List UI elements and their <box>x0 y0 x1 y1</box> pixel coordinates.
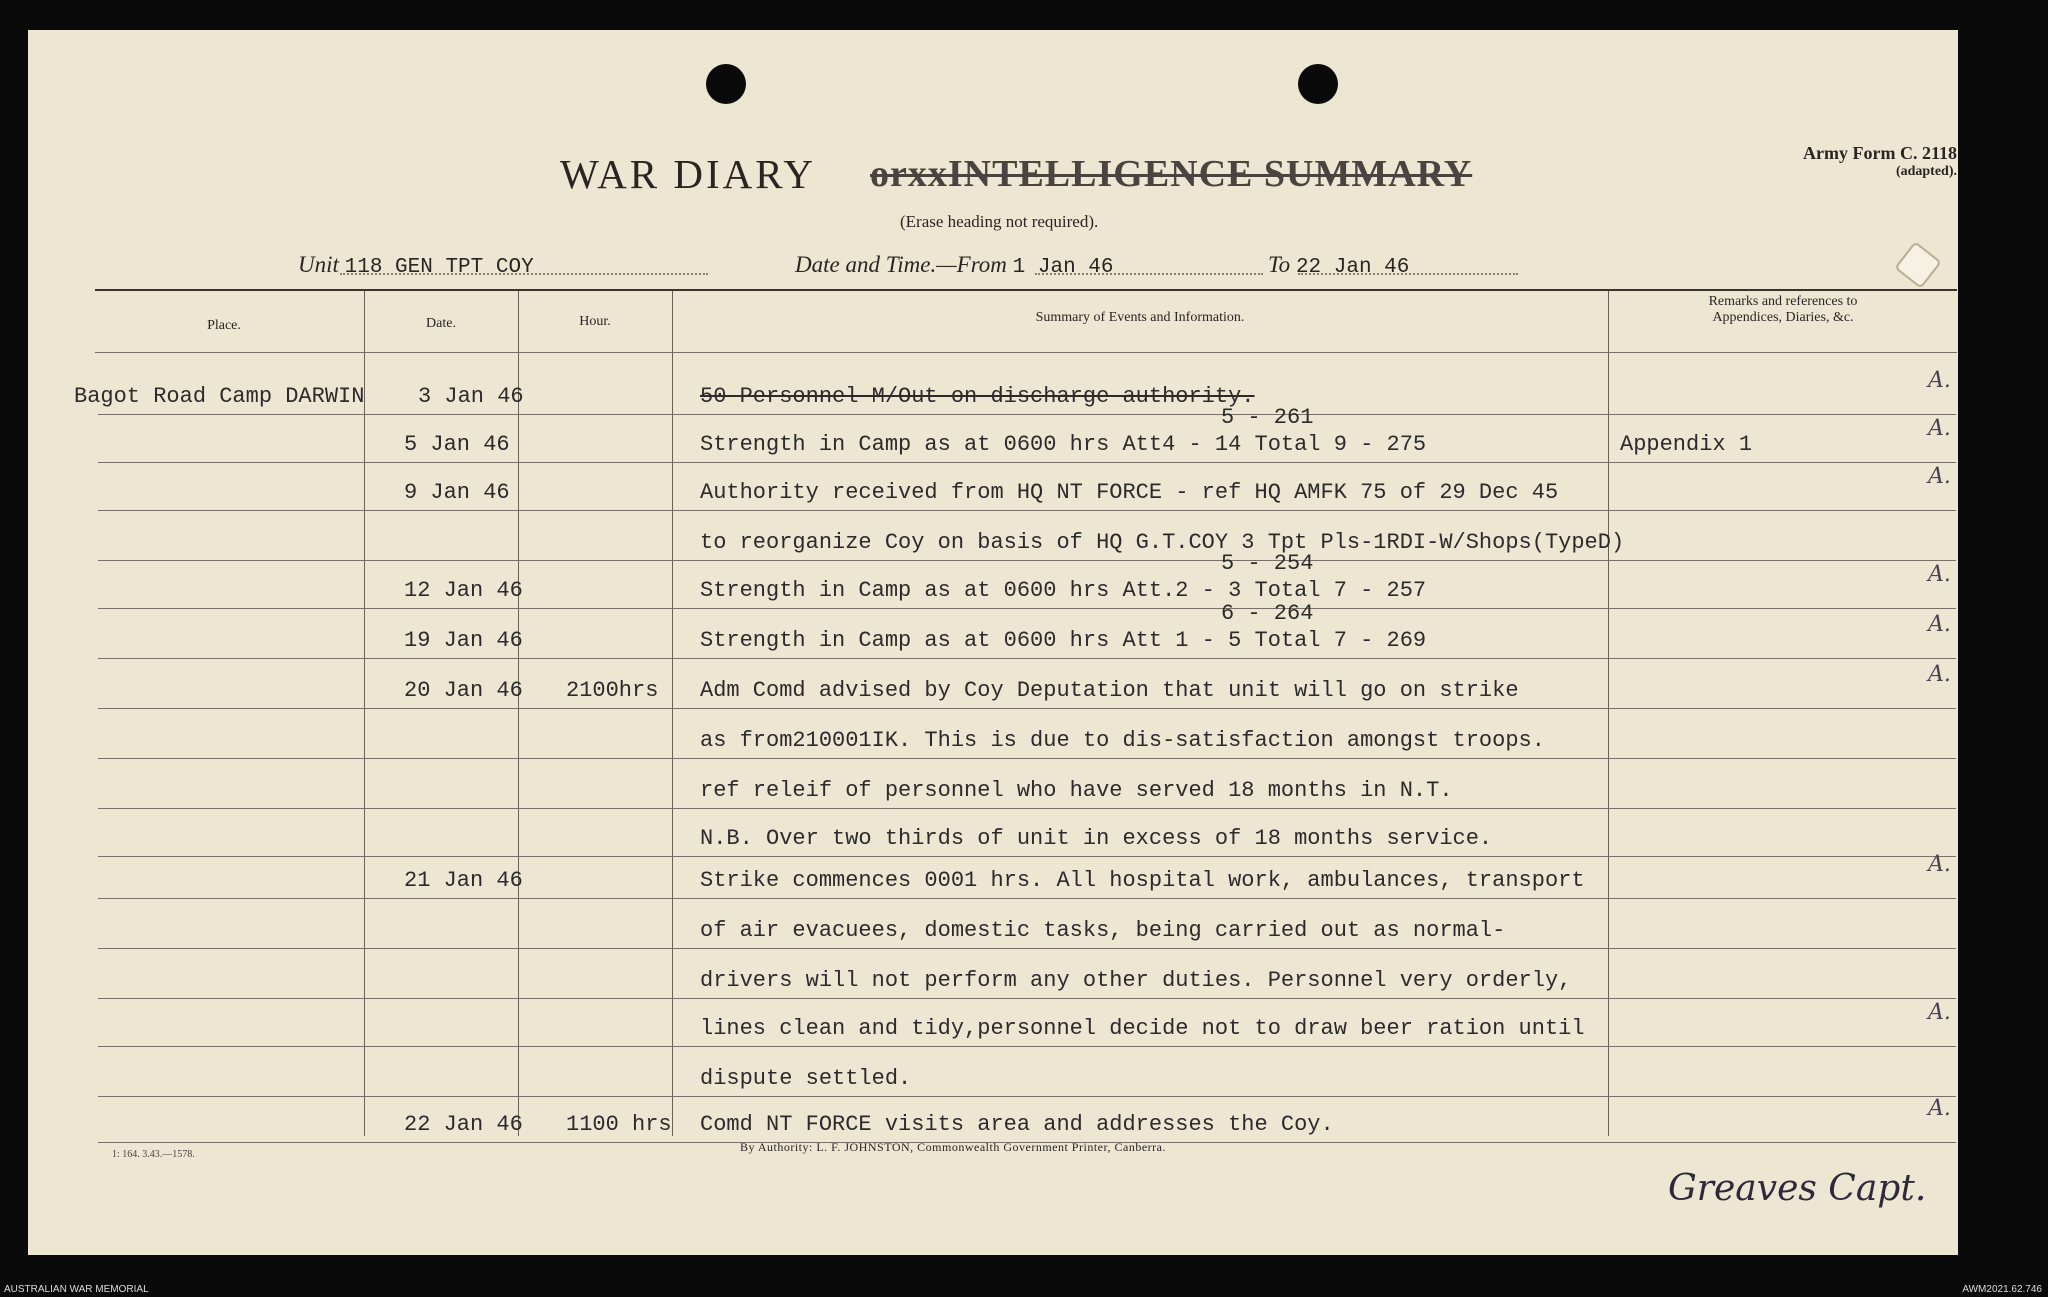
entry-rule <box>98 560 1956 561</box>
from-value: 1 Jan 46 <box>1012 256 1114 279</box>
remarks-header-line1: Remarks and references to <box>1708 294 1858 309</box>
form-title: WAR DIARY <box>560 151 816 197</box>
entry-text: of air evacuees, domestic tasks, being carried out as normal- <box>700 918 1506 943</box>
to-value: 22 Jan 46 <box>1295 256 1410 279</box>
unit-label: Unit <box>298 252 339 277</box>
col-divider-summary <box>1608 291 1609 1136</box>
col-header-remarks <box>1608 294 1958 326</box>
col-header-place: Place. <box>207 318 241 333</box>
struck-heading: orxxINTELLIGENCE SUMMARY <box>870 153 1473 195</box>
entry-text: Comd NT FORCE visits area and addresses the Coy. <box>700 1112 1334 1137</box>
entry-initial: A. <box>1928 1096 1951 1121</box>
entry-date: 12 Jan 46 <box>404 578 523 603</box>
entry-rule <box>98 808 1956 809</box>
entry-rule <box>98 898 1956 899</box>
entry-rule <box>98 948 1956 949</box>
entry-rule <box>98 856 1956 857</box>
entry-hour: 1100 hrs <box>566 1112 672 1137</box>
entry-initial: A. <box>1928 368 1951 393</box>
army-form-number <box>1747 143 1957 180</box>
entry-initial: A. <box>1928 464 1951 489</box>
entry-text: N.B. Over two thirds of unit in excess of 18 months service. <box>700 826 1493 851</box>
entry-text: Strike commences 0001 hrs. All hospital work, ambulances, transport <box>700 868 1585 893</box>
entry-text: lines clean and tidy,personnel decide not to draw beer ration until <box>700 1016 1585 1041</box>
entry-date: 3 Jan 46 <box>418 384 524 409</box>
entry-text: Adm Comd advised by Coy Deputation that unit will go on strike <box>700 678 1519 703</box>
print-code: 1: 164. 3.43.—1578. <box>112 1149 195 1160</box>
entry-date: 21 Jan 46 <box>404 868 523 893</box>
entry-rule <box>98 758 1956 759</box>
entry-text: drivers will not perform any other duties. Personnel very orderly, <box>700 968 1572 993</box>
entry-rule <box>98 708 1956 709</box>
col-header-date: Date. <box>426 316 456 331</box>
entry-rule <box>98 462 1956 463</box>
col-divider-place <box>364 291 365 1136</box>
printer-authority: By Authority: L. F. JOHNSTON, Commonwealth Government Printer, Canberra. <box>740 1140 1166 1154</box>
entry-text: ref releif of personnel who have served 18 months in N.T. <box>700 778 1453 803</box>
entry-text: Authority received from HQ NT FORCE - ref HQ AMFK 75 of 29 Dec 45 <box>700 480 1559 505</box>
entry-rule <box>98 414 1956 415</box>
date-label: Date and Time.—From <box>795 252 1007 277</box>
archive-reference: AWM2021.62.746 <box>1962 1284 2042 1295</box>
entry-text: as from210001IK. This is due to dis-satisfaction amongst troops. <box>700 728 1545 753</box>
tear-mark <box>1894 241 1942 289</box>
signature: Greaves Capt. <box>1668 1168 1927 1209</box>
unit-dotted-line <box>340 273 708 275</box>
adapted-label: (adapted). <box>1895 164 1957 179</box>
entry-strength-superscript: 6 - 264 <box>1221 601 1314 626</box>
entry-initial: A. <box>1928 852 1951 877</box>
to-dotted-line <box>1298 273 1518 275</box>
entry-remark: Appendix 1 <box>1620 432 1753 457</box>
entry-date: 5 Jan 46 <box>404 432 510 457</box>
entry-strength-superscript: 5 - 254 <box>1221 551 1314 576</box>
table-top-rule <box>95 289 1957 291</box>
col-header-hour: Hour. <box>579 314 611 329</box>
entry-text: dispute settled. <box>700 1066 912 1091</box>
from-dotted-line <box>1035 273 1263 275</box>
remarks-header-line2: Appendices, Diaries, &c. <box>1712 310 1854 325</box>
entry-rule <box>98 998 1956 999</box>
to-label: To <box>1268 252 1291 277</box>
archive-credit: AUSTRALIAN WAR MEMORIAL <box>4 1284 149 1295</box>
entry-strength-superscript: 5 - 261 <box>1221 405 1314 430</box>
entry-date: 22 Jan 46 <box>404 1112 523 1137</box>
entry-text: to reorganize Coy on basis of HQ G.T.COY 3 Tpt Pls-1RDI-W/Shops(TypeD) <box>700 530 1625 555</box>
entry-initial: A. <box>1928 416 1951 441</box>
unit-value: 118 GEN TPT COY <box>344 256 534 279</box>
punch-hole <box>706 64 746 104</box>
entry-rule <box>98 1096 1956 1097</box>
entry-initial: A. <box>1928 612 1951 637</box>
header-bottom-rule <box>95 352 1957 353</box>
erase-note: (Erase heading not required). <box>900 212 1099 231</box>
entry-hour: 2100hrs <box>566 678 659 703</box>
entry-initial: A. <box>1928 562 1951 587</box>
entry-rule <box>98 608 1956 609</box>
entry-place: Bagot Road Camp DARWIN <box>74 384 365 409</box>
entry-text: Strength in Camp as at 0600 hrs Att.2 - 3 Total 7 - 257 <box>700 578 1427 603</box>
col-divider-hour <box>672 291 673 1136</box>
entry-rule <box>98 1046 1956 1047</box>
entry-initial: A. <box>1928 662 1951 687</box>
entry-initial: A. <box>1928 1000 1951 1025</box>
punch-hole <box>1298 64 1338 104</box>
entry-date: 9 Jan 46 <box>404 480 510 505</box>
col-header-summary: Summary of Events and Information. <box>1035 310 1245 325</box>
entry-rule <box>98 510 1956 511</box>
entry-text: Strength in Camp as at 0600 hrs Att4 - 14 Total 9 - 275 <box>700 432 1427 457</box>
entry-text: 50 Personnel M/Out on discharge authority. <box>700 384 1255 409</box>
army-form-label: Army Form C. 2118 <box>1803 143 1957 163</box>
col-divider-date <box>518 291 519 1136</box>
entry-date: 19 Jan 46 <box>404 628 523 653</box>
entry-text: Strength in Camp as at 0600 hrs Att 1 - 5 Total 7 - 269 <box>700 628 1427 653</box>
entry-rule <box>98 658 1956 659</box>
entry-date: 20 Jan 46 <box>404 678 523 703</box>
